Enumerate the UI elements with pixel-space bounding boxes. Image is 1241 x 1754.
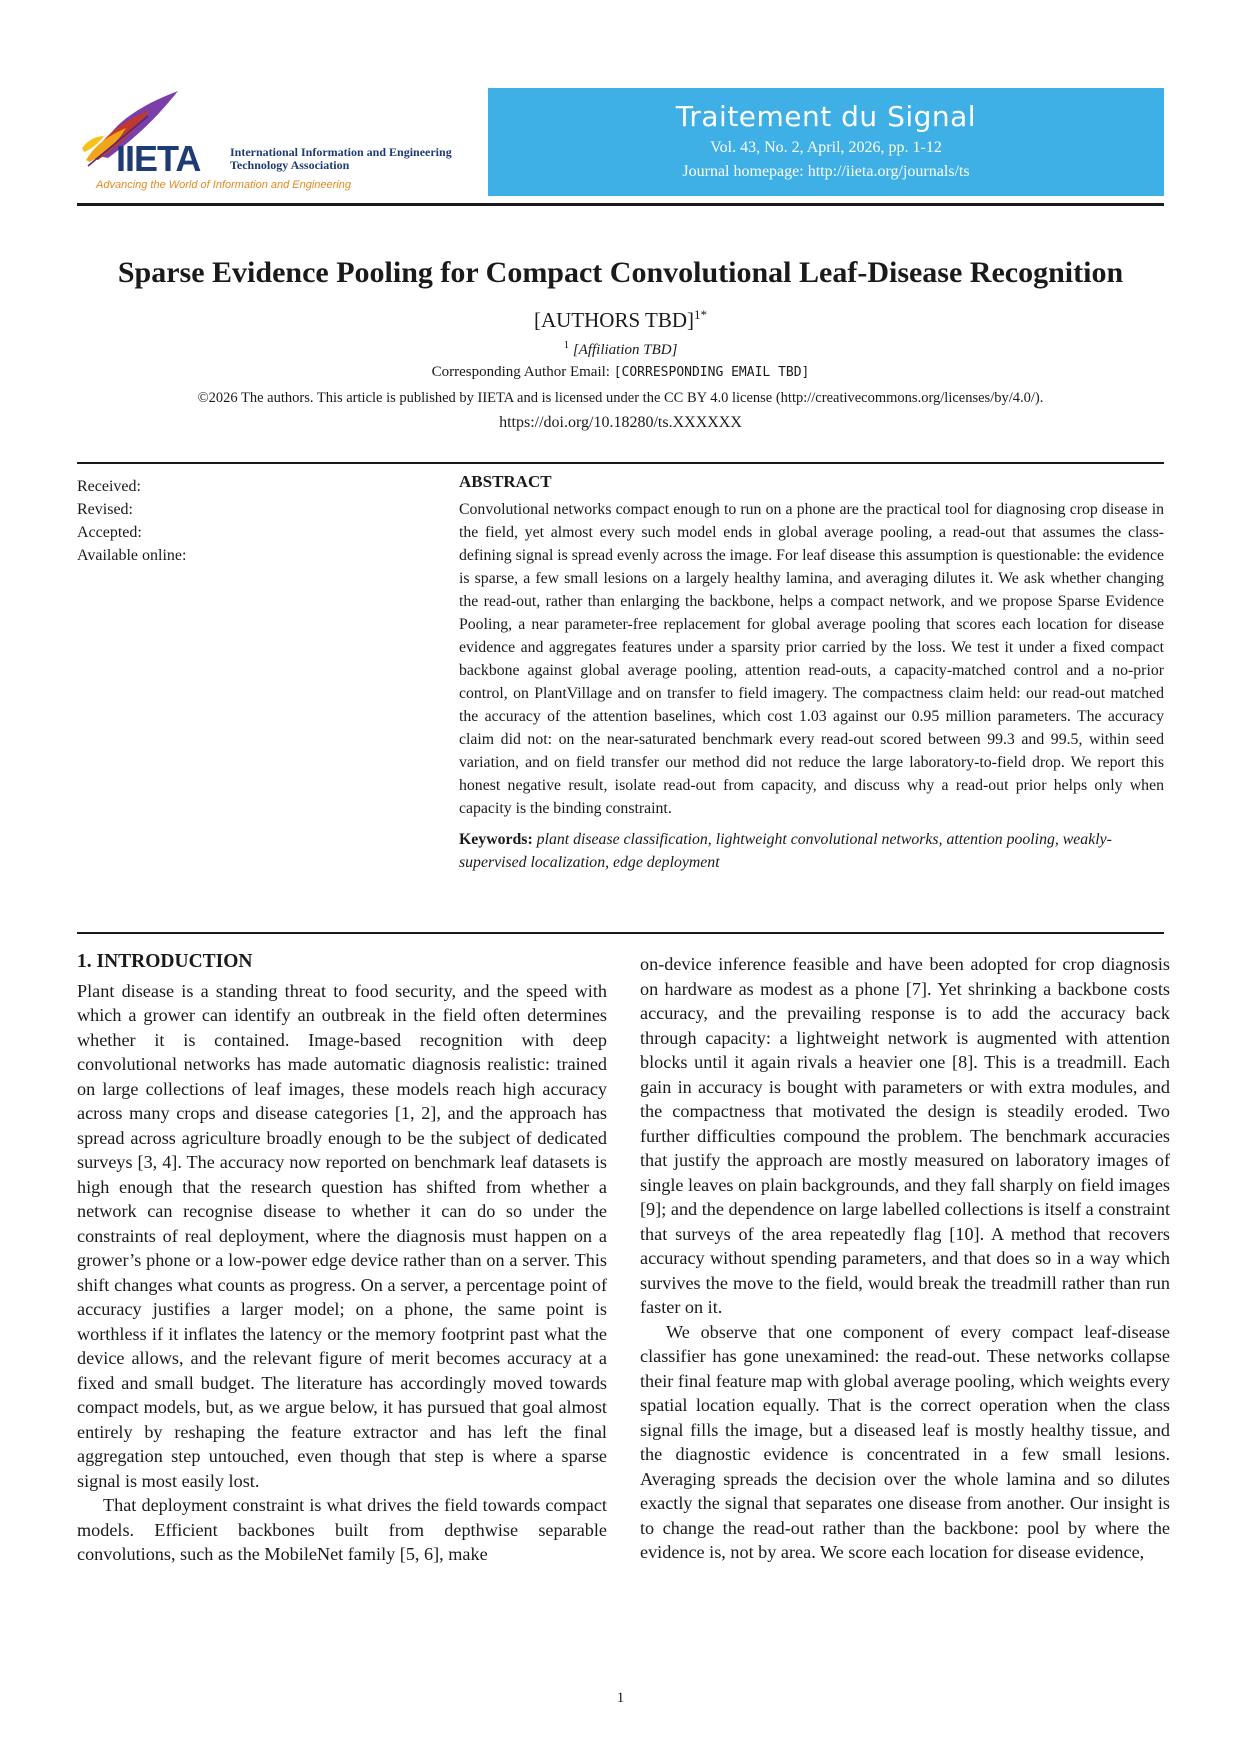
doi-link[interactable]: https://doi.org/10.18280/ts.XXXXXX bbox=[499, 414, 742, 431]
journal-homepage[interactable]: Journal homepage: http://iieta.org/journals/ts bbox=[682, 163, 970, 180]
keywords bbox=[459, 828, 1164, 874]
affiliation-text: [Affiliation TBD] bbox=[572, 342, 678, 358]
email-value[interactable]: [CORRESPONDING EMAIL TBD] bbox=[613, 365, 810, 380]
journal-volume: Vol. 43, No. 2, April, 2026, pp. 1-12 bbox=[710, 139, 942, 156]
date-revised: Revised: bbox=[77, 501, 133, 518]
intro-paragraph-2: That deployment constraint is what drives the field towards compact models. Efficient backbones built from depthwise separable convolutions, such as the MobileNet family [5, 6], make bbox=[77, 1495, 607, 1564]
abstract-heading: ABSTRACT bbox=[459, 472, 552, 491]
abstract-bottom-divider bbox=[77, 932, 1164, 934]
keywords-list: plant disease classification, lightweight convolutional networks, attention pooling, weakly-supervised localization, edge deployment bbox=[459, 831, 1112, 871]
logo-tagline: Advancing the World of Information and Engineering bbox=[96, 179, 351, 191]
intro-paragraph-2-continued: on-device inference feasible and have been adopted for crop diagnosis on hardware as modest as a phone [7]. Yet shrinking a backbone costs accuracy, and the prevailing response is to add the accuracy back through capacity: a lightweight network is augmented with attention blocks until it again rivals a heavier one [8]. This is a treadmill. Each gain in accuracy is bought with parameters or with extra modules, and the compactness that motivated the design is steadily eroded. Two further difficulties compound the problem. The benchmark accuracies that justify the approach are mostly measured on laboratory images of single leaves on plain backgrounds, and they fall sharply on field images [9]; and the dependence on large labelled collections is itself a constraint that surveys of the area repeatedly flag [10]. A method that recovers accuracy without spending parameters, and that does so in a way which survives the move to the field, would break the treadmill rather than run faster on it. bbox=[640, 954, 1170, 1317]
section-heading-introduction: 1. INTRODUCTION bbox=[77, 951, 253, 972]
paper-title: Sparse Evidence Pooling for Compact Convolutional Leaf-Disease Recognition bbox=[117, 256, 1124, 289]
affiliation-superscript: 1 bbox=[563, 339, 570, 351]
abstract-block bbox=[459, 472, 1164, 874]
corresponding-email bbox=[60, 364, 1181, 381]
journal-title: Traitement du Signal bbox=[675, 100, 977, 133]
email-label: Corresponding Author Email: bbox=[431, 364, 610, 380]
license-notice: ©2026 The authors. This article is published by IIETA and is licensed under the CC BY 4.0 license (http://creativecommons.org/licenses/by/4.0/). bbox=[197, 390, 1044, 406]
paper-affiliation bbox=[60, 339, 1181, 359]
logo-organization: International Information and Engineering Technology Association bbox=[230, 145, 452, 172]
authors-text: [AUTHORS TBD] bbox=[533, 308, 695, 332]
intro-paragraph-3: We observe that one component of every compact leaf-disease classifier has gone unexamined: the read-out. These networks collapse their final feature map with global average pooling, which weights every spatial location equally. That is the correct operation when the class signal fills the image, but a diseased leaf is mostly healthy tissue, and the diagnostic evidence is concentrated in a few small lesions. Averaging spreads the decision over the whole lamina and so dilutes exactly the signal that separates one disease from another. Our insight is to change the read-out rather than the backbone: pool by where the evidence is, not by area. We score each location for disease evidence, bbox=[640, 1321, 1170, 1562]
abstract-text: Convolutional networks compact enough to run on a phone are the practical tool for diagnosing crop disease in the field, yet almost every such model ends in global average pooling, a read-out that assumes the class-defining signal is spread evenly across the image. For leaf disease this assumption is questionable: the evidence is sparse, a few small lesions on a largely healthy lamina, and averaging dilutes it. We ask whether changing the read-out, rather than enlarging the backbone, helps a compact network, and we propose Sparse Evidence Pooling, a near parameter-free replacement for global average pooling that scores each location for disease evidence and aggregates features under a sparsity prior carried by the loss. We test it under a fixed compact backbone against global average pooling, attention read-outs, a capacity-matched control and a no-prior control, on PlantVillage and on transfer to field imagery. The compactness claim held: our read-out matched the accuracy of the attention baselines, which cost 1.03 against our 0.95 million parameters. The accuracy claim did not: on the near-saturated benchmark every read-out scored between 99.3 and 99.5, within seed variation, and on field transfer our method did not reduce the large laboratory-to-field drop. We report this honest negative result, isolate read-out from capacity, and discuss why a read-out prior helps only when capacity is the binding constraint. bbox=[459, 501, 1164, 817]
logo-wordmark: IIETA bbox=[116, 138, 201, 179]
intro-paragraph-1: Plant disease is a standing threat to food security, and the speed with which a grower can identify an outbreak in the field often determines whether it is contained. Image-based recognition with deep convolutional networks has made automatic diagnosis realistic: trained on large collections of leaf images, these models reach high accuracy across many crops and disease categories [1, 2], and the approach has spread across agriculture broadly enough to be the subject of dedicated surveys [3, 4]. The accuracy now reported on benchmark leaf datasets is high enough that the research question has shifted from whether a network can recognise disease to whether it can do so under the constraints of real deployment, where the diagnosis must happen on a grower’s phone or a low-power edge device rather than on a server. This shift changes what counts as progress. On a server, a percentage point of accuracy justifies a larger model; on a phone, the same point is worthless if it inflates the latency or the memory footprint past what the device allows, and the relevant figure of merit becomes accuracy at a fixed and small budget. The literature has accordingly moved towards compact models, but, as we argue below, it has pursued that goal almost entirely by reshaping the feature extractor and has left the final aggregation step untouched, even though that step is where a sparse signal is most easily lost. bbox=[77, 980, 607, 1491]
abstract-top-divider bbox=[77, 462, 1164, 464]
date-available-online: Available online: bbox=[77, 547, 187, 564]
left-column bbox=[77, 950, 607, 1567]
publisher-logo bbox=[78, 86, 452, 196]
keywords-label: Keywords: bbox=[459, 831, 533, 848]
date-accepted: Accepted: bbox=[77, 524, 142, 541]
header-divider bbox=[77, 203, 1164, 206]
authors-superscript: 1* bbox=[694, 307, 708, 322]
article-dates bbox=[77, 475, 186, 567]
right-column bbox=[640, 952, 1170, 1565]
date-received: Received: bbox=[77, 478, 141, 495]
paper-authors bbox=[60, 307, 1181, 333]
journal-banner bbox=[488, 88, 1164, 196]
page-number: 1 bbox=[616, 1690, 625, 1706]
